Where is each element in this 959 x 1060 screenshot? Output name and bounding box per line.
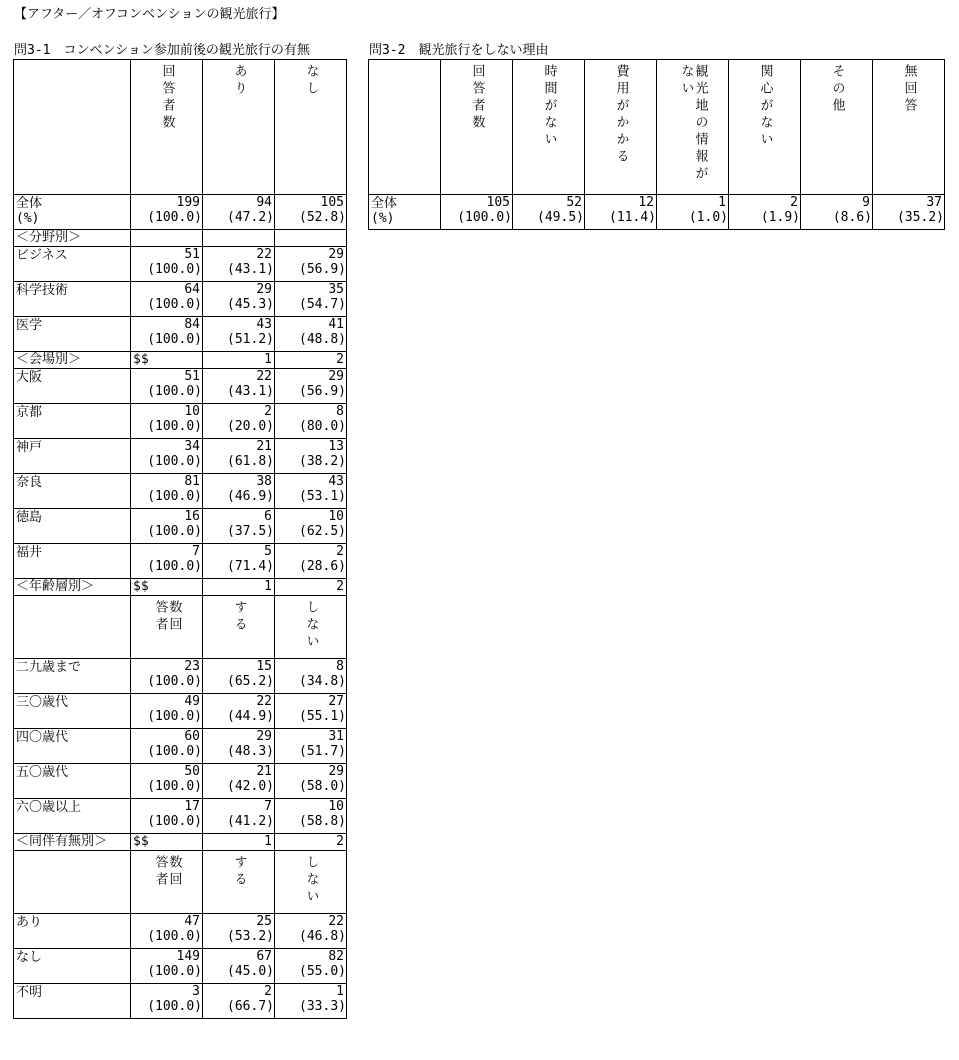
document-title: 【アフター／オフコンベンションの観光旅行】 — [14, 7, 285, 22]
section-code: 2 — [336, 579, 344, 594]
no-pct: (48.8) — [299, 332, 346, 347]
row-label: 奈良 — [16, 475, 43, 490]
no-pct: (58.8) — [299, 814, 346, 829]
q32-pct: (8.6) — [832, 210, 872, 225]
respondents-pct: (100.0) — [147, 744, 202, 759]
row-label: 徳島 — [16, 510, 43, 525]
q32-col-header-no-time: 時間がない — [513, 60, 585, 195]
respondents-pct: (100.0) — [147, 709, 202, 724]
yes-count: 38 — [256, 474, 272, 489]
respondents-count: 23 — [184, 659, 200, 674]
respondents-count: 64 — [184, 282, 200, 297]
total-label: 全体 — [16, 196, 43, 211]
no-pct: (80.0) — [299, 419, 346, 434]
sub-col-no: しない — [303, 600, 319, 651]
section-field-row — [14, 230, 347, 247]
no-pct: (54.7) — [299, 297, 346, 312]
no-count: 13 — [328, 439, 344, 454]
q32-heading: 問3-2 観光旅行をしない理由 — [369, 43, 549, 58]
q32-total-label: 全体 — [371, 196, 398, 211]
respondents-pct: (100.0) — [147, 929, 202, 944]
sub-col-yes: する — [231, 855, 247, 889]
no-count: 43 — [328, 474, 344, 489]
q31-col-header-respondents: 回答者数 — [131, 60, 203, 195]
section-label: ＜会場別＞ — [16, 352, 82, 367]
respondents-pct: (100.0) — [147, 524, 202, 539]
respondents-count: 50 — [184, 764, 200, 779]
no-pct: (55.0) — [299, 964, 346, 979]
section-code: 1 — [264, 579, 272, 594]
q32-value: 9 — [862, 195, 870, 210]
respondents-count: 47 — [184, 914, 200, 929]
venue-row — [14, 369, 347, 404]
total-pct-label: (%) — [16, 211, 40, 226]
yes-pct: (37.5) — [227, 524, 274, 539]
q32-value: 12 — [638, 195, 654, 210]
q32-value: 37 — [926, 195, 942, 210]
sub-col-yes: する — [231, 600, 247, 634]
no-count: 29 — [328, 247, 344, 262]
q31-total-row — [14, 195, 347, 230]
companion-row — [14, 914, 347, 949]
no-pct: (33.3) — [299, 999, 346, 1014]
respondents-count: 49 — [184, 694, 200, 709]
respondents-count: 84 — [184, 317, 200, 332]
no-pct: (38.2) — [299, 454, 346, 469]
respondents-pct: (100.0) — [147, 779, 202, 794]
respondents-count: 51 — [184, 247, 200, 262]
no-count: 22 — [328, 914, 344, 929]
respondents-pct: (100.0) — [147, 210, 202, 225]
q32-col-header-no-interest: 関心がない — [729, 60, 801, 195]
section-code: $$ — [133, 352, 149, 367]
yes-count: 22 — [256, 694, 272, 709]
respondents-count: 10 — [184, 404, 200, 419]
no-count: 8 — [336, 659, 344, 674]
no-pct: (53.1) — [299, 489, 346, 504]
yes-pct: (20.0) — [227, 419, 274, 434]
row-label: 福井 — [16, 545, 43, 560]
respondents-count: 3 — [192, 984, 200, 999]
no-pct: (46.8) — [299, 929, 346, 944]
row-label: なし — [16, 950, 43, 965]
q32-pct: (35.2) — [897, 210, 944, 225]
yes-count: 94 — [256, 195, 272, 210]
venue-row — [14, 474, 347, 509]
age-row — [14, 764, 347, 799]
section-code: $$ — [133, 579, 149, 594]
yes-pct: (48.3) — [227, 744, 274, 759]
q31-header-row — [14, 60, 347, 195]
section-venue-row — [14, 352, 347, 369]
respondents-count: 199 — [176, 195, 200, 210]
respondents-count: 16 — [184, 509, 200, 524]
no-count: 29 — [328, 764, 344, 779]
yes-pct: (45.0) — [227, 964, 274, 979]
row-label: 神戸 — [16, 440, 43, 455]
q32-value: 2 — [790, 195, 798, 210]
yes-count: 5 — [264, 544, 272, 559]
q32-col-header-other: その他 — [801, 60, 873, 195]
row-label: 不明 — [16, 985, 43, 1000]
no-pct: (56.9) — [299, 384, 346, 399]
no-count: 31 — [328, 729, 344, 744]
no-pct: (55.1) — [299, 709, 346, 724]
yes-pct: (47.2) — [227, 210, 274, 225]
no-count: 82 — [328, 949, 344, 964]
no-count: 41 — [328, 317, 344, 332]
q32-col-header-cost: 費用がかかる — [585, 60, 657, 195]
section-companion-row — [14, 834, 347, 851]
q32-header-row — [369, 60, 945, 195]
section-code: $$ — [133, 834, 149, 849]
respondents-pct: (100.0) — [147, 674, 202, 689]
q31-heading: 問3-1 コンベンション参加前後の観光旅行の有無 — [14, 43, 310, 58]
yes-count: 21 — [256, 439, 272, 454]
no-count: 10 — [328, 799, 344, 814]
respondents-pct: (100.0) — [147, 559, 202, 574]
respondents-pct: (100.0) — [147, 454, 202, 469]
yes-count: 21 — [256, 764, 272, 779]
age-row — [14, 729, 347, 764]
no-count: 29 — [328, 369, 344, 384]
section-code: 1 — [264, 352, 272, 367]
no-count: 10 — [328, 509, 344, 524]
q32-col-header-no-answer: 無回答 — [873, 60, 945, 195]
sub-col-no: しない — [303, 855, 319, 906]
sub-col-respondents: 数回答者 — [152, 600, 182, 634]
row-label: 五〇歳代 — [16, 765, 69, 780]
companion-row — [14, 949, 347, 984]
yes-count: 29 — [256, 282, 272, 297]
section-label: ＜年齢層別＞ — [16, 579, 95, 594]
no-count: 8 — [336, 404, 344, 419]
respondents-pct: (100.0) — [147, 297, 202, 312]
q32-col-header-respondents: 回答者数 — [441, 60, 513, 195]
age-row — [14, 799, 347, 834]
row-label: 科学技術 — [16, 283, 69, 298]
respondents-count: 60 — [184, 729, 200, 744]
row-label: 京都 — [16, 405, 43, 420]
respondents-pct: (100.0) — [147, 384, 202, 399]
q32-pct: (1.9) — [760, 210, 800, 225]
q31-col-header-no: なし — [275, 60, 347, 195]
q32-pct: (11.4) — [609, 210, 656, 225]
q31-col-header-yes: あり — [203, 60, 275, 195]
yes-pct: (61.8) — [227, 454, 274, 469]
respondents-count: 34 — [184, 439, 200, 454]
companion-sub-header-row — [14, 851, 347, 914]
yes-pct: (42.0) — [227, 779, 274, 794]
section-label: ＜分野別＞ — [16, 230, 82, 245]
sub-col-respondents: 数回答者 — [152, 855, 182, 889]
age-sub-header-row — [14, 596, 347, 659]
yes-count: 25 — [256, 914, 272, 929]
yes-count: 29 — [256, 729, 272, 744]
q32-table — [368, 59, 945, 230]
field-row — [14, 247, 347, 282]
respondents-pct: (100.0) — [147, 964, 202, 979]
yes-count: 67 — [256, 949, 272, 964]
yes-pct: (53.2) — [227, 929, 274, 944]
q32-pct: (100.0) — [457, 210, 512, 225]
row-label: 大阪 — [16, 370, 43, 385]
respondents-pct: (100.0) — [147, 332, 202, 347]
section-age-row — [14, 579, 347, 596]
row-label: 医学 — [16, 318, 43, 333]
no-count: 27 — [328, 694, 344, 709]
venue-row — [14, 509, 347, 544]
respondents-count: 51 — [184, 369, 200, 384]
yes-count: 6 — [264, 509, 272, 524]
q32-total-pct-label: (%) — [371, 211, 395, 226]
q32-pct: (49.5) — [537, 210, 584, 225]
yes-pct: (41.2) — [227, 814, 274, 829]
no-pct: (52.8) — [299, 210, 346, 225]
yes-pct: (71.4) — [227, 559, 274, 574]
venue-row — [14, 544, 347, 579]
q32-header-corner — [369, 60, 441, 195]
q32-total-label-cell — [369, 195, 441, 230]
respondents-count: 7 — [192, 544, 200, 559]
no-count: 35 — [328, 282, 344, 297]
yes-pct: (66.7) — [227, 999, 274, 1014]
yes-pct: (65.2) — [227, 674, 274, 689]
venue-row — [14, 404, 347, 439]
q31-table — [13, 59, 347, 1019]
yes-count: 7 — [264, 799, 272, 814]
section-code: 2 — [336, 352, 344, 367]
q32-value: 105 — [486, 195, 510, 210]
no-pct: (58.0) — [299, 779, 346, 794]
no-pct: (28.6) — [299, 559, 346, 574]
yes-pct: (43.1) — [227, 262, 274, 277]
no-count: 105 — [320, 195, 344, 210]
respondents-pct: (100.0) — [147, 262, 202, 277]
no-count: 1 — [336, 984, 344, 999]
row-label: 六〇歳以上 — [16, 800, 82, 815]
companion-row — [14, 984, 347, 1019]
no-pct: (56.9) — [299, 262, 346, 277]
respondents-count: 81 — [184, 474, 200, 489]
respondents-pct: (100.0) — [147, 814, 202, 829]
yes-count: 2 — [264, 404, 272, 419]
no-pct: (51.7) — [299, 744, 346, 759]
q32-total-row — [369, 195, 945, 230]
field-row — [14, 282, 347, 317]
q31-header-corner — [14, 60, 131, 195]
respondents-pct: (100.0) — [147, 489, 202, 504]
q32-pct: (1.0) — [688, 210, 728, 225]
no-pct: (34.8) — [299, 674, 346, 689]
age-row — [14, 659, 347, 694]
respondents-count: 17 — [184, 799, 200, 814]
row-label: 二九歳まで — [16, 660, 82, 675]
section-label: ＜同伴有無別＞ — [16, 834, 108, 849]
row-label: 四〇歳代 — [16, 730, 69, 745]
yes-count: 22 — [256, 247, 272, 262]
row-label: ビジネス — [16, 248, 68, 263]
q32-col-header-no-info: 観光地の情報がない — [657, 60, 729, 195]
yes-count: 43 — [256, 317, 272, 332]
age-row — [14, 694, 347, 729]
no-pct: (62.5) — [299, 524, 346, 539]
yes-pct: (45.3) — [227, 297, 274, 312]
q32-value: 1 — [718, 195, 726, 210]
yes-pct: (51.2) — [227, 332, 274, 347]
respondents-pct: (100.0) — [147, 419, 202, 434]
yes-count: 15 — [256, 659, 272, 674]
row-label: 三〇歳代 — [16, 695, 69, 710]
yes-count: 22 — [256, 369, 272, 384]
respondents-count: 149 — [176, 949, 200, 964]
row-label: あり — [16, 915, 43, 930]
venue-row — [14, 439, 347, 474]
yes-pct: (44.9) — [227, 709, 274, 724]
yes-pct: (46.9) — [227, 489, 274, 504]
section-code: 2 — [336, 834, 344, 849]
yes-count: 2 — [264, 984, 272, 999]
yes-pct: (43.1) — [227, 384, 274, 399]
section-code: 1 — [264, 834, 272, 849]
respondents-pct: (100.0) — [147, 999, 202, 1014]
field-row — [14, 317, 347, 352]
q32-value: 52 — [566, 195, 582, 210]
no-count: 2 — [336, 544, 344, 559]
